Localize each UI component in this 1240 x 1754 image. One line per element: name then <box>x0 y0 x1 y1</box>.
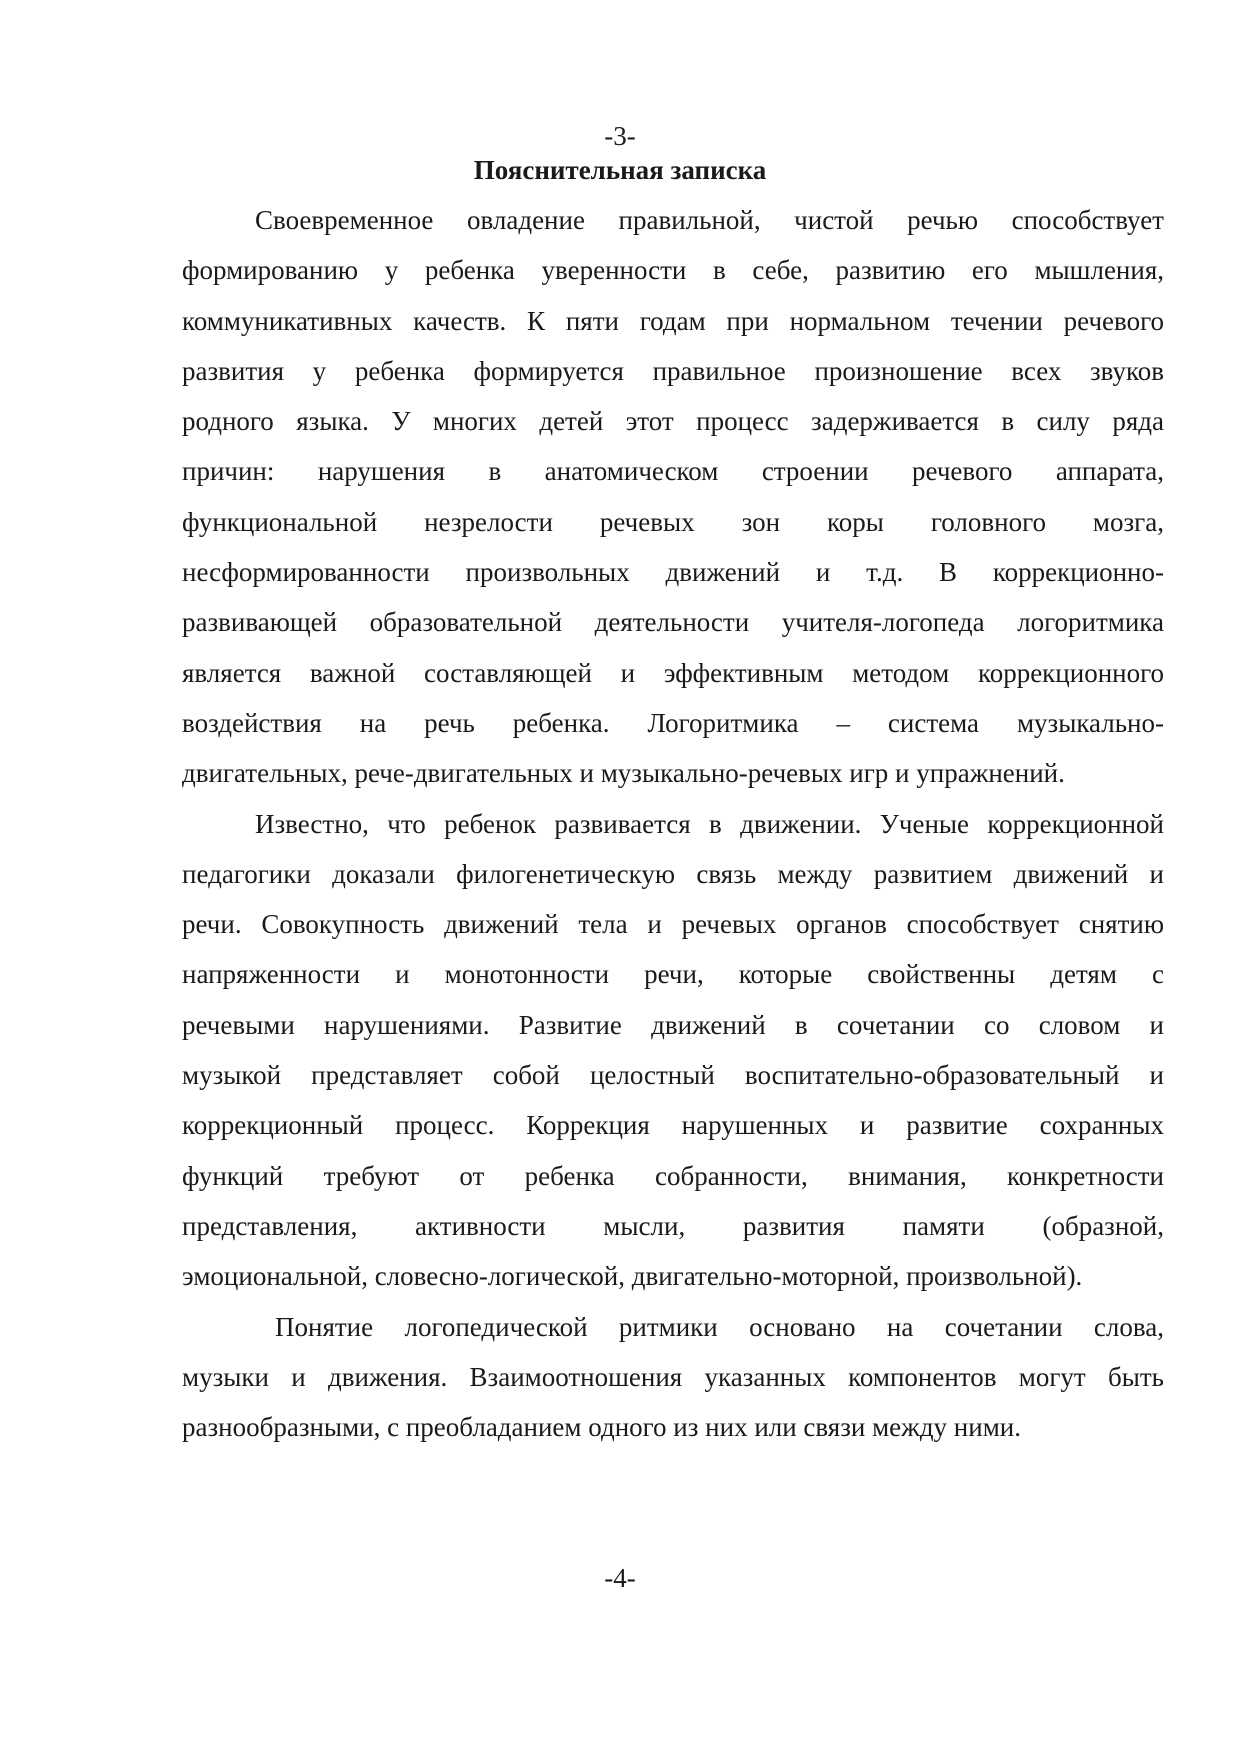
paragraph <box>182 1302 1164 1453</box>
page-title: Пояснительная записка <box>473 155 767 185</box>
text-line: развивающей образовательной деятельности учителя-логопеда логоритмика <box>182 607 1164 638</box>
paragraph <box>182 799 1164 1302</box>
text-line: представления, активности мысли, развития памяти (образной, <box>182 1210 1164 1241</box>
text-line: двигательных, рече-двигательных и музыкально-речевых игр и упражнений. <box>182 758 1065 789</box>
text-line: причин: нарушения в анатомическом строении речевого аппарата, <box>182 456 1164 487</box>
text-line: несформированности произвольных движений и т.д. В коррекционно- <box>182 557 1164 588</box>
text-line: коррекционный процесс. Коррекция нарушенных и развитие сохранных <box>182 1110 1164 1141</box>
text-line: коммуникативных качеств. К пяти годам при нормальном течении речевого <box>182 305 1164 336</box>
text-line: Понятие логопедической ритмики основано на сочетании слова, <box>275 1311 1164 1342</box>
text-line: формированию у ребенка уверенности в себе, развитию его мышления, <box>182 255 1164 286</box>
page-number-bottom: -4- <box>604 1563 636 1593</box>
text-line: разнообразными, с преобладанием одного из них или связи между ними. <box>182 1412 1021 1443</box>
text-line: педагогики доказали филогенетическую связь между развитием движений и <box>182 858 1164 889</box>
text-line: музыкой представляет собой целостный воспитательно-образовательный и <box>182 1060 1164 1091</box>
text-line: развития у ребенка формируется правильное произношение всех звуков <box>182 355 1164 386</box>
text-line: Своевременное овладение правильной, чистой речью способствует <box>255 205 1164 235</box>
text-line: эмоциональной, словесно-логической, двигательно-моторной, произвольной). <box>182 1261 1083 1292</box>
text-line: родного языка. У многих детей этот процесс задерживается в силу ряда <box>182 406 1164 437</box>
text-line: функций требуют от ребенка собранности, внимания, конкретности <box>182 1160 1164 1191</box>
document-body <box>182 195 1164 1452</box>
text-line: речи. Совокупность движений тела и речевых органов способствует снятию <box>182 909 1164 940</box>
text-line: напряженности и монотонности речи, которые свойственны детям с <box>182 959 1164 990</box>
text-line: является важной составляющей и эффективным методом коррекционного <box>182 657 1164 688</box>
text-line: Известно, что ребенок развивается в движении. Ученые коррекционной <box>255 808 1164 839</box>
text-line: функциональной незрелости речевых зон коры головного мозга, <box>182 506 1164 537</box>
page-number-top: -3- <box>604 121 636 151</box>
text-line: воздействия на речь ребенка. Логоритмика – система музыкально- <box>182 707 1164 738</box>
text-line: речевыми нарушениями. Развитие движений в сочетании со словом и <box>182 1009 1164 1040</box>
paragraph <box>182 195 1164 799</box>
text-line: музыки и движения. Взаимоотношения указанных компонентов могут быть <box>182 1361 1164 1392</box>
